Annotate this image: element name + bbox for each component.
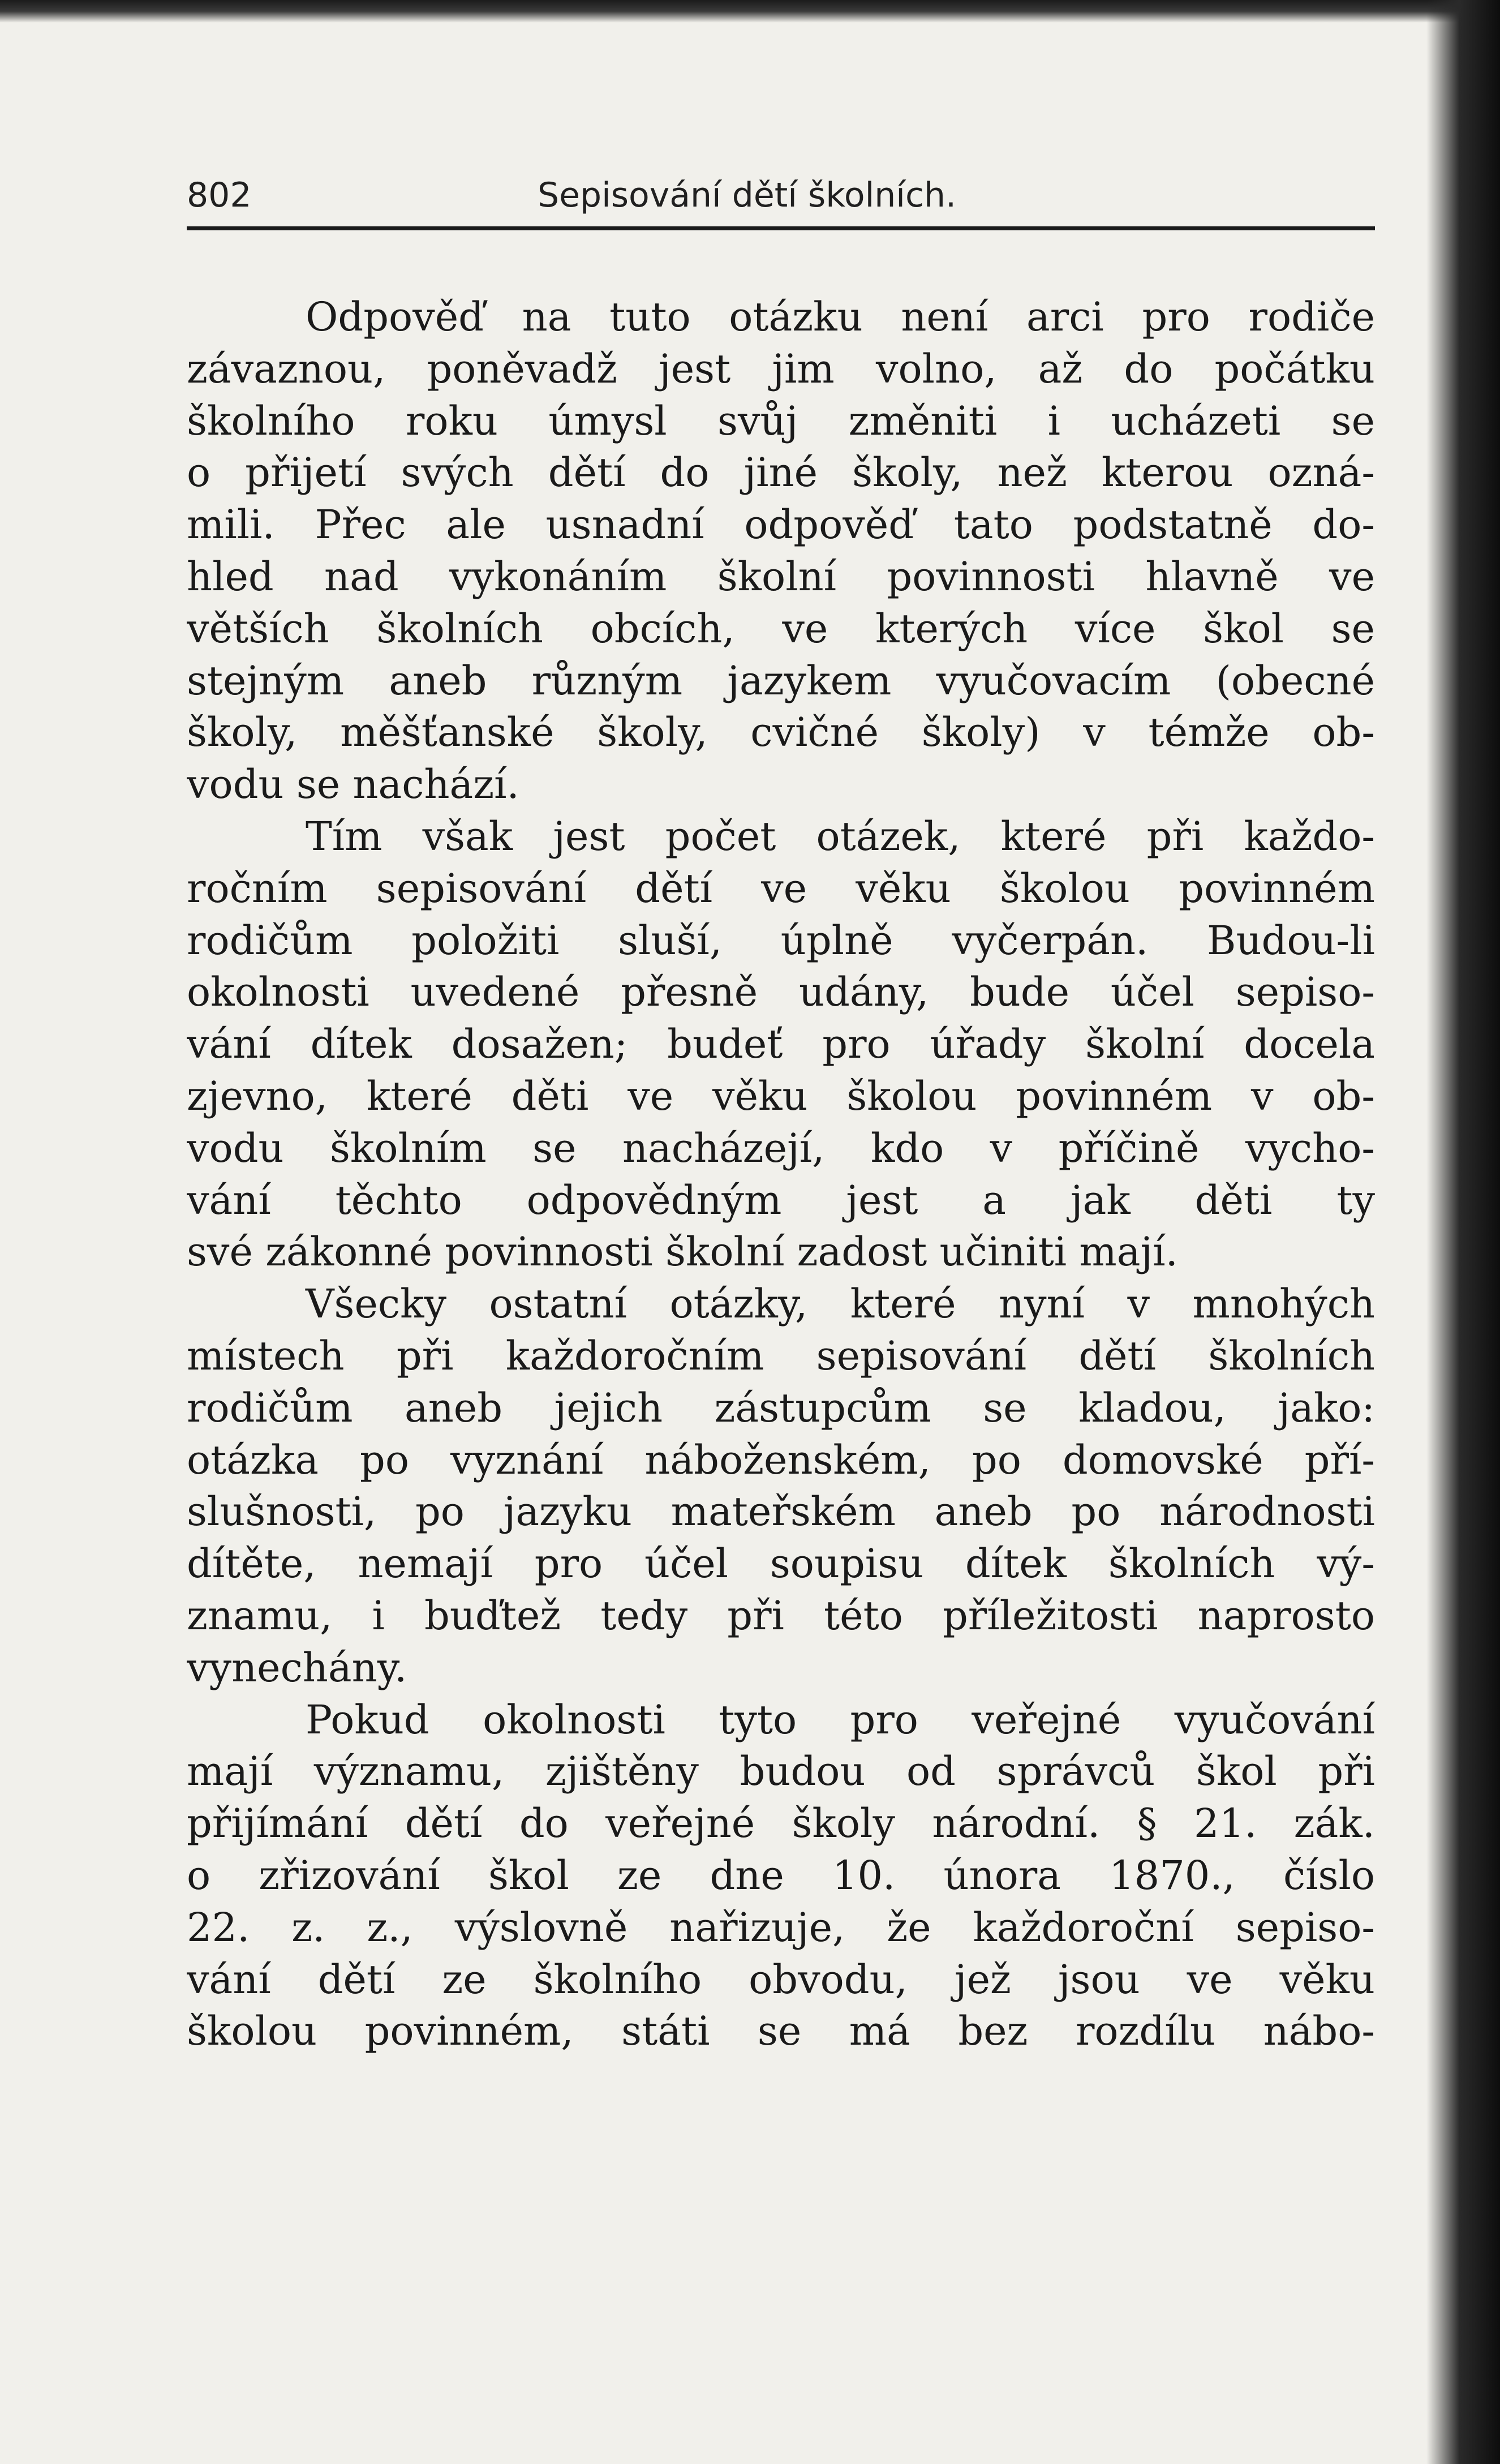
book-page	[187, 170, 1375, 2055]
running-title: Sepisování dětí školních.	[538, 175, 957, 215]
text-line: Odpověď na tuto otázku není arci pro rodiče	[306, 294, 1375, 340]
scan-edge-top	[0, 0, 1500, 23]
scan-edge-right	[1426, 0, 1500, 2464]
header-rule	[187, 226, 1375, 230]
text-line: mili. Přec ale usnadní odpověď tato podstatně do-	[187, 501, 1375, 548]
text-line: vání dětí ze školního obvodu, jež jsou ve věku	[187, 1956, 1375, 2003]
text-line: 22. z. z., výslovně nařizuje, že každoroční sepiso-	[187, 1904, 1375, 1951]
text-line: slušnosti, po jazyku mateřském aneb po národnosti	[187, 1488, 1375, 1535]
text-line: závaznou, poněvadž jest jim volno, až do počátku	[187, 345, 1375, 392]
running-head	[187, 170, 1375, 226]
text-line: přijímání dětí do veřejné školy národní. § 21. zák.	[187, 1800, 1375, 1847]
text-line: znamu, i buďtež tedy při této příležitosti naprosto	[187, 1592, 1375, 1639]
text-line: zjevno, které děti ve věku školou povinném v ob-	[187, 1072, 1375, 1119]
text-line: okolnosti uvedené přesně udány, bude účel sepiso-	[187, 969, 1375, 1016]
text-line: vynechány.	[187, 1644, 407, 1691]
text-line: vání těchto odpovědným jest a jak děti ty	[187, 1177, 1375, 1224]
text-line: Pokud okolnosti tyto pro veřejné vyučování	[306, 1696, 1375, 1743]
text-line: Tím však jest počet otázek, které při každo-	[306, 813, 1375, 860]
text-line: vání dítek dosažen; budeť pro úřady školní docela	[187, 1021, 1375, 1068]
text-line: své zákonné povinnosti školní zadost učiniti mají.	[187, 1229, 1178, 1276]
text-line: místech při každoročním sepisování dětí školních	[187, 1332, 1375, 1379]
page-number: 802	[187, 175, 252, 215]
text-line: rodičům aneb jejich zástupcům se kladou, jako:	[187, 1384, 1375, 1431]
text-line: školou povinném, státi se má bez rozdílu nábo-	[187, 2008, 1375, 2055]
text-line: Všecky ostatní otázky, které nyní v mnohých	[306, 1281, 1375, 1328]
text-line: otázka po vyznání náboženském, po domovské pří-	[187, 1436, 1375, 1483]
text-line: o zřizování škol ze dne 10. února 1870., číslo	[187, 1852, 1375, 1899]
text-line: školního roku úmysl svůj změniti i ucházeti se	[187, 397, 1375, 444]
body-text	[187, 291, 1375, 2058]
text-line: vodu školním se nacházejí, kdo v příčině vycho-	[187, 1124, 1375, 1171]
text-line: hled nad vykonáním školní povinnosti hlavně ve	[187, 553, 1375, 600]
text-line: dítěte, nemají pro účel soupisu dítek školních vý-	[187, 1540, 1375, 1587]
text-line: rodičům položiti sluší, úplně vyčerpán. Budou-li	[187, 917, 1375, 964]
text-line: školy, měšťanské školy, cvičné školy) v témže ob-	[187, 709, 1375, 756]
text-line: mají významu, zjištěny budou od správců škol při	[187, 1748, 1375, 1795]
text-line: větších školních obcích, ve kterých více škol se	[187, 605, 1375, 652]
text-line: stejným aneb různým jazykem vyučovacím (obecné	[187, 657, 1375, 704]
text-line: o přijetí svých dětí do jiné školy, než kterou ozná-	[187, 449, 1375, 496]
text-line: vodu se nachází.	[187, 761, 519, 808]
text-line: ročním sepisování dětí ve věku školou povinném	[187, 865, 1375, 912]
